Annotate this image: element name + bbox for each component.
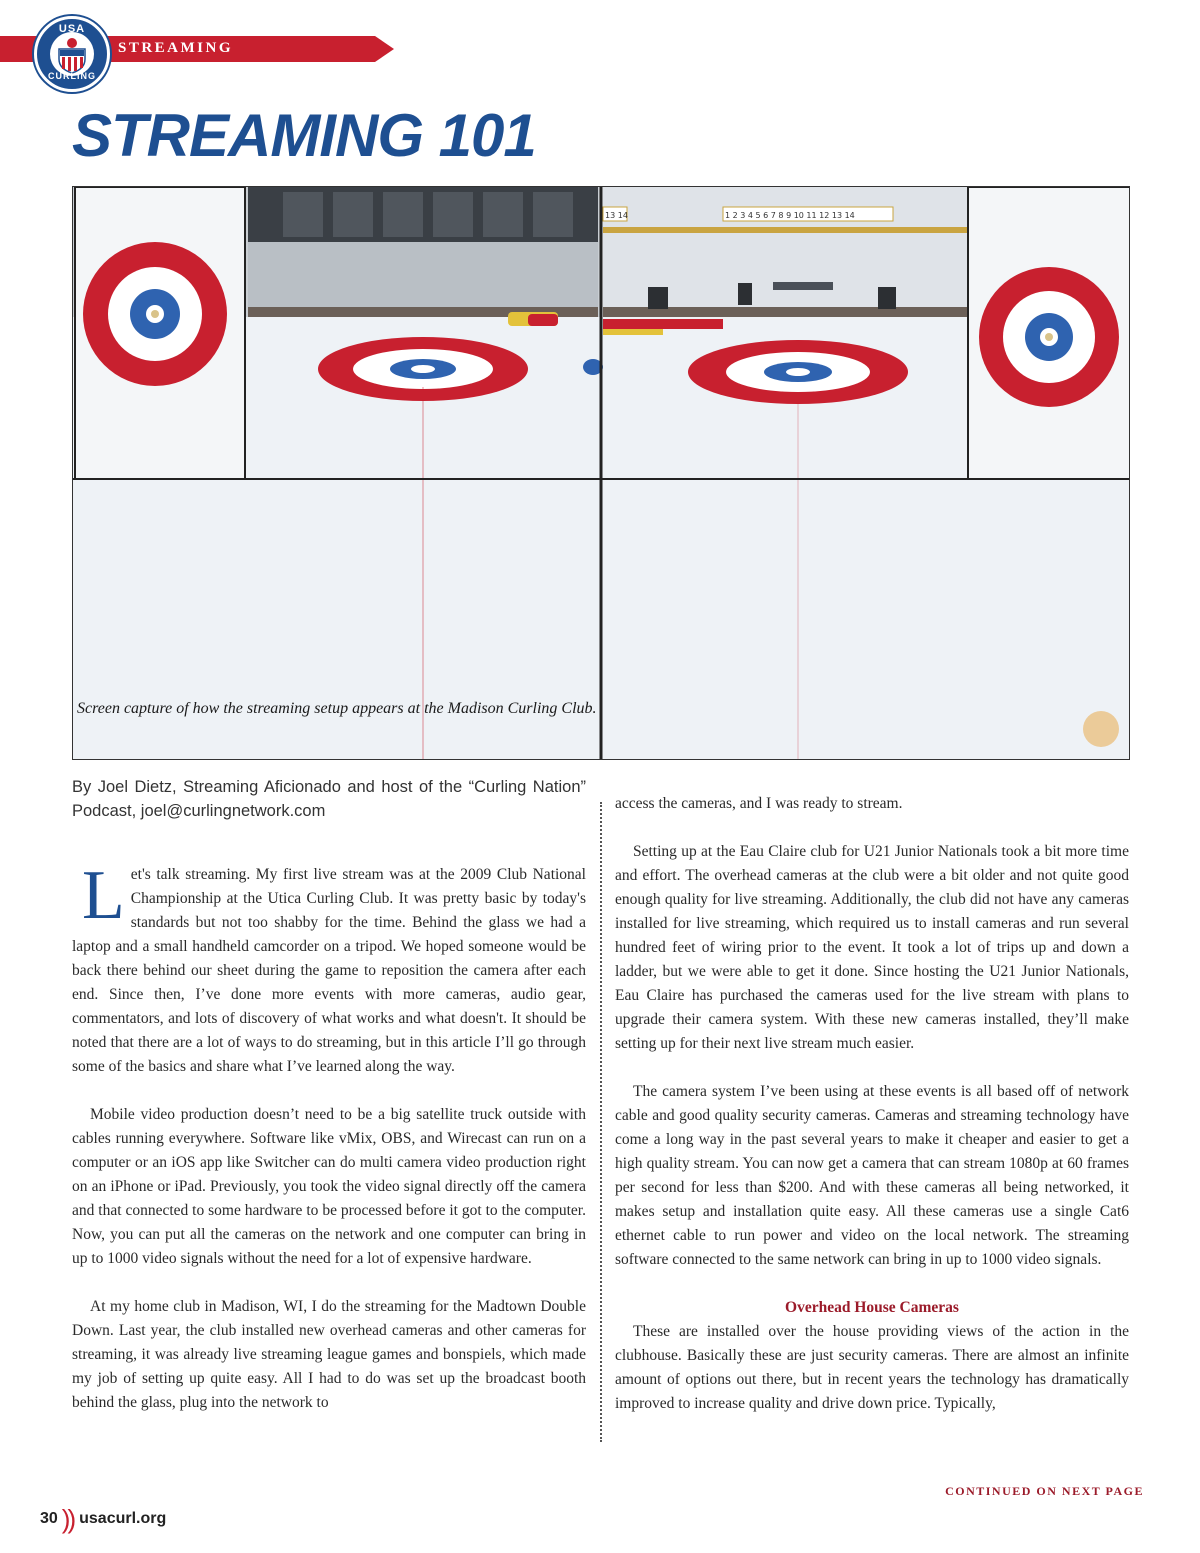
scoreboard-right: 1 2 3 4 5 6 7 8 9 10 11 12 13 14	[725, 211, 855, 220]
right-paragraph-0: access the cameras, and I was ready to stream.	[615, 795, 903, 812]
logo-top-text: USA	[58, 23, 86, 35]
scoreboard-left: 13 14	[605, 211, 628, 220]
page-title: STREAMING 101	[72, 102, 536, 169]
column-divider	[600, 802, 602, 1442]
page-footer	[40, 1499, 166, 1539]
right-column	[615, 792, 1129, 1416]
section-label: STREAMING	[118, 40, 234, 56]
right-paragraph-1: Setting up at the Eau Claire club for U21 Junior Nationals took a bit more time and effort. The overhead cameras at the club were a bit older and not quite good enough quality for live streaming. Additionally, the club did not have any cameras installed for live streaming, which required us to install cameras and run several hundred feet of wiring prior to the event. It took a lot of trips up and down a ladder, but we were able to get it done. Since hosting the U21 Junior Nationals, Eau Claire has purchased the cameras used for the live stream with plans to upgrade their camera system. With these new cameras installed, they’ll make setting up for their next live stream much easier.	[615, 843, 1129, 1052]
left-paragraph-3: At my home club in Madison, WI, I do the streaming for the Madtown Double Down. Last year, the club installed new overhead cameras and other cameras for streaming, it was already live streaming league games and bonspiels, which made my job of setting up quite easy. All I had to do was set up the broadcast booth behind the glass, plug into the network to	[72, 1298, 586, 1411]
footer-site: usacurl.org	[79, 1510, 167, 1527]
logo-bottom-text: CURLING	[48, 71, 96, 81]
right-paragraph-2: The camera system I’ve been using at these events is all based off of network cable and good quality security cameras. Cameras and streaming technology have come a long way in the past several years to make it cheaper and easier to get a high quality stream. You can now get a camera that can stream 1080p at 60 frames per second for less than $200. And with these cameras all being networked, it makes setup and installation quite easy. All these cameras use a single Cat6 ethernet cable to run power and video on the local network. The streaming software connected to the same network can bring in up to 1000 video signals.	[615, 1083, 1129, 1268]
footer-bracket-icon: ))	[61, 1503, 74, 1534]
left-paragraph-1: Let's talk streaming. My first live stream was at the 2009 Club National Championship at the Utica Curling Club. It was pretty basic by today's standards but not too shabby for the time. Behind the glass we had a laptop and a small handheld camcorder on a tripod. We hoped someone would be back there behind our sheet during the game to reposition the camera after each end. Since then, I’ve done more events with more cameras, audio gear, commentators, and lots of discovery of what works and what doesn't. It should be noted that there are a lot of ways to do streaming, but in this article I’ll go through some of the basics and share what I’ve learned along the way.	[72, 857, 586, 1075]
drop-cap: L	[82, 857, 125, 934]
usa-curling-logo-icon	[34, 16, 110, 92]
left-column	[72, 857, 586, 1415]
byline: By Joel Dietz, Streaming Aficionado and host of the “Curling Nation” Podcast, joel@curlingnetwork.com	[72, 778, 586, 820]
photo-caption: Screen capture of how the streaming setup appears at the Madison Curling Club.	[77, 700, 597, 717]
right-paragraph-3: These are installed over the house providing views of the action in the clubhouse. Basically these are just security cameras. There are almost an infinite amount of options out there, but in recent years the technology has dramatically improved to increase quality and drive down price. Typically,	[615, 1323, 1129, 1412]
curling-stream-photo	[72, 186, 1130, 760]
section-subheading: Overhead House Cameras	[785, 1299, 959, 1316]
continued-note: CONTINUED ON NEXT PAGE	[945, 1484, 1144, 1498]
left-paragraph-2: Mobile video production doesn’t need to be a big satellite truck outside with cables running everywhere. Software like vMix, OBS, and Wirecast can run on a computer or an iOS app like Switcher can do multi camera video production right on an iPhone or iPad. Previously, you took the video signal directly off the camera and that connected to some hardware to be processed before it got to the computer. Now, you can put all the cameras on the network and one computer can bring in up to 1000 video signals without the need for a lot of expensive hardware.	[72, 1106, 586, 1267]
page-number: 30	[40, 1510, 58, 1527]
